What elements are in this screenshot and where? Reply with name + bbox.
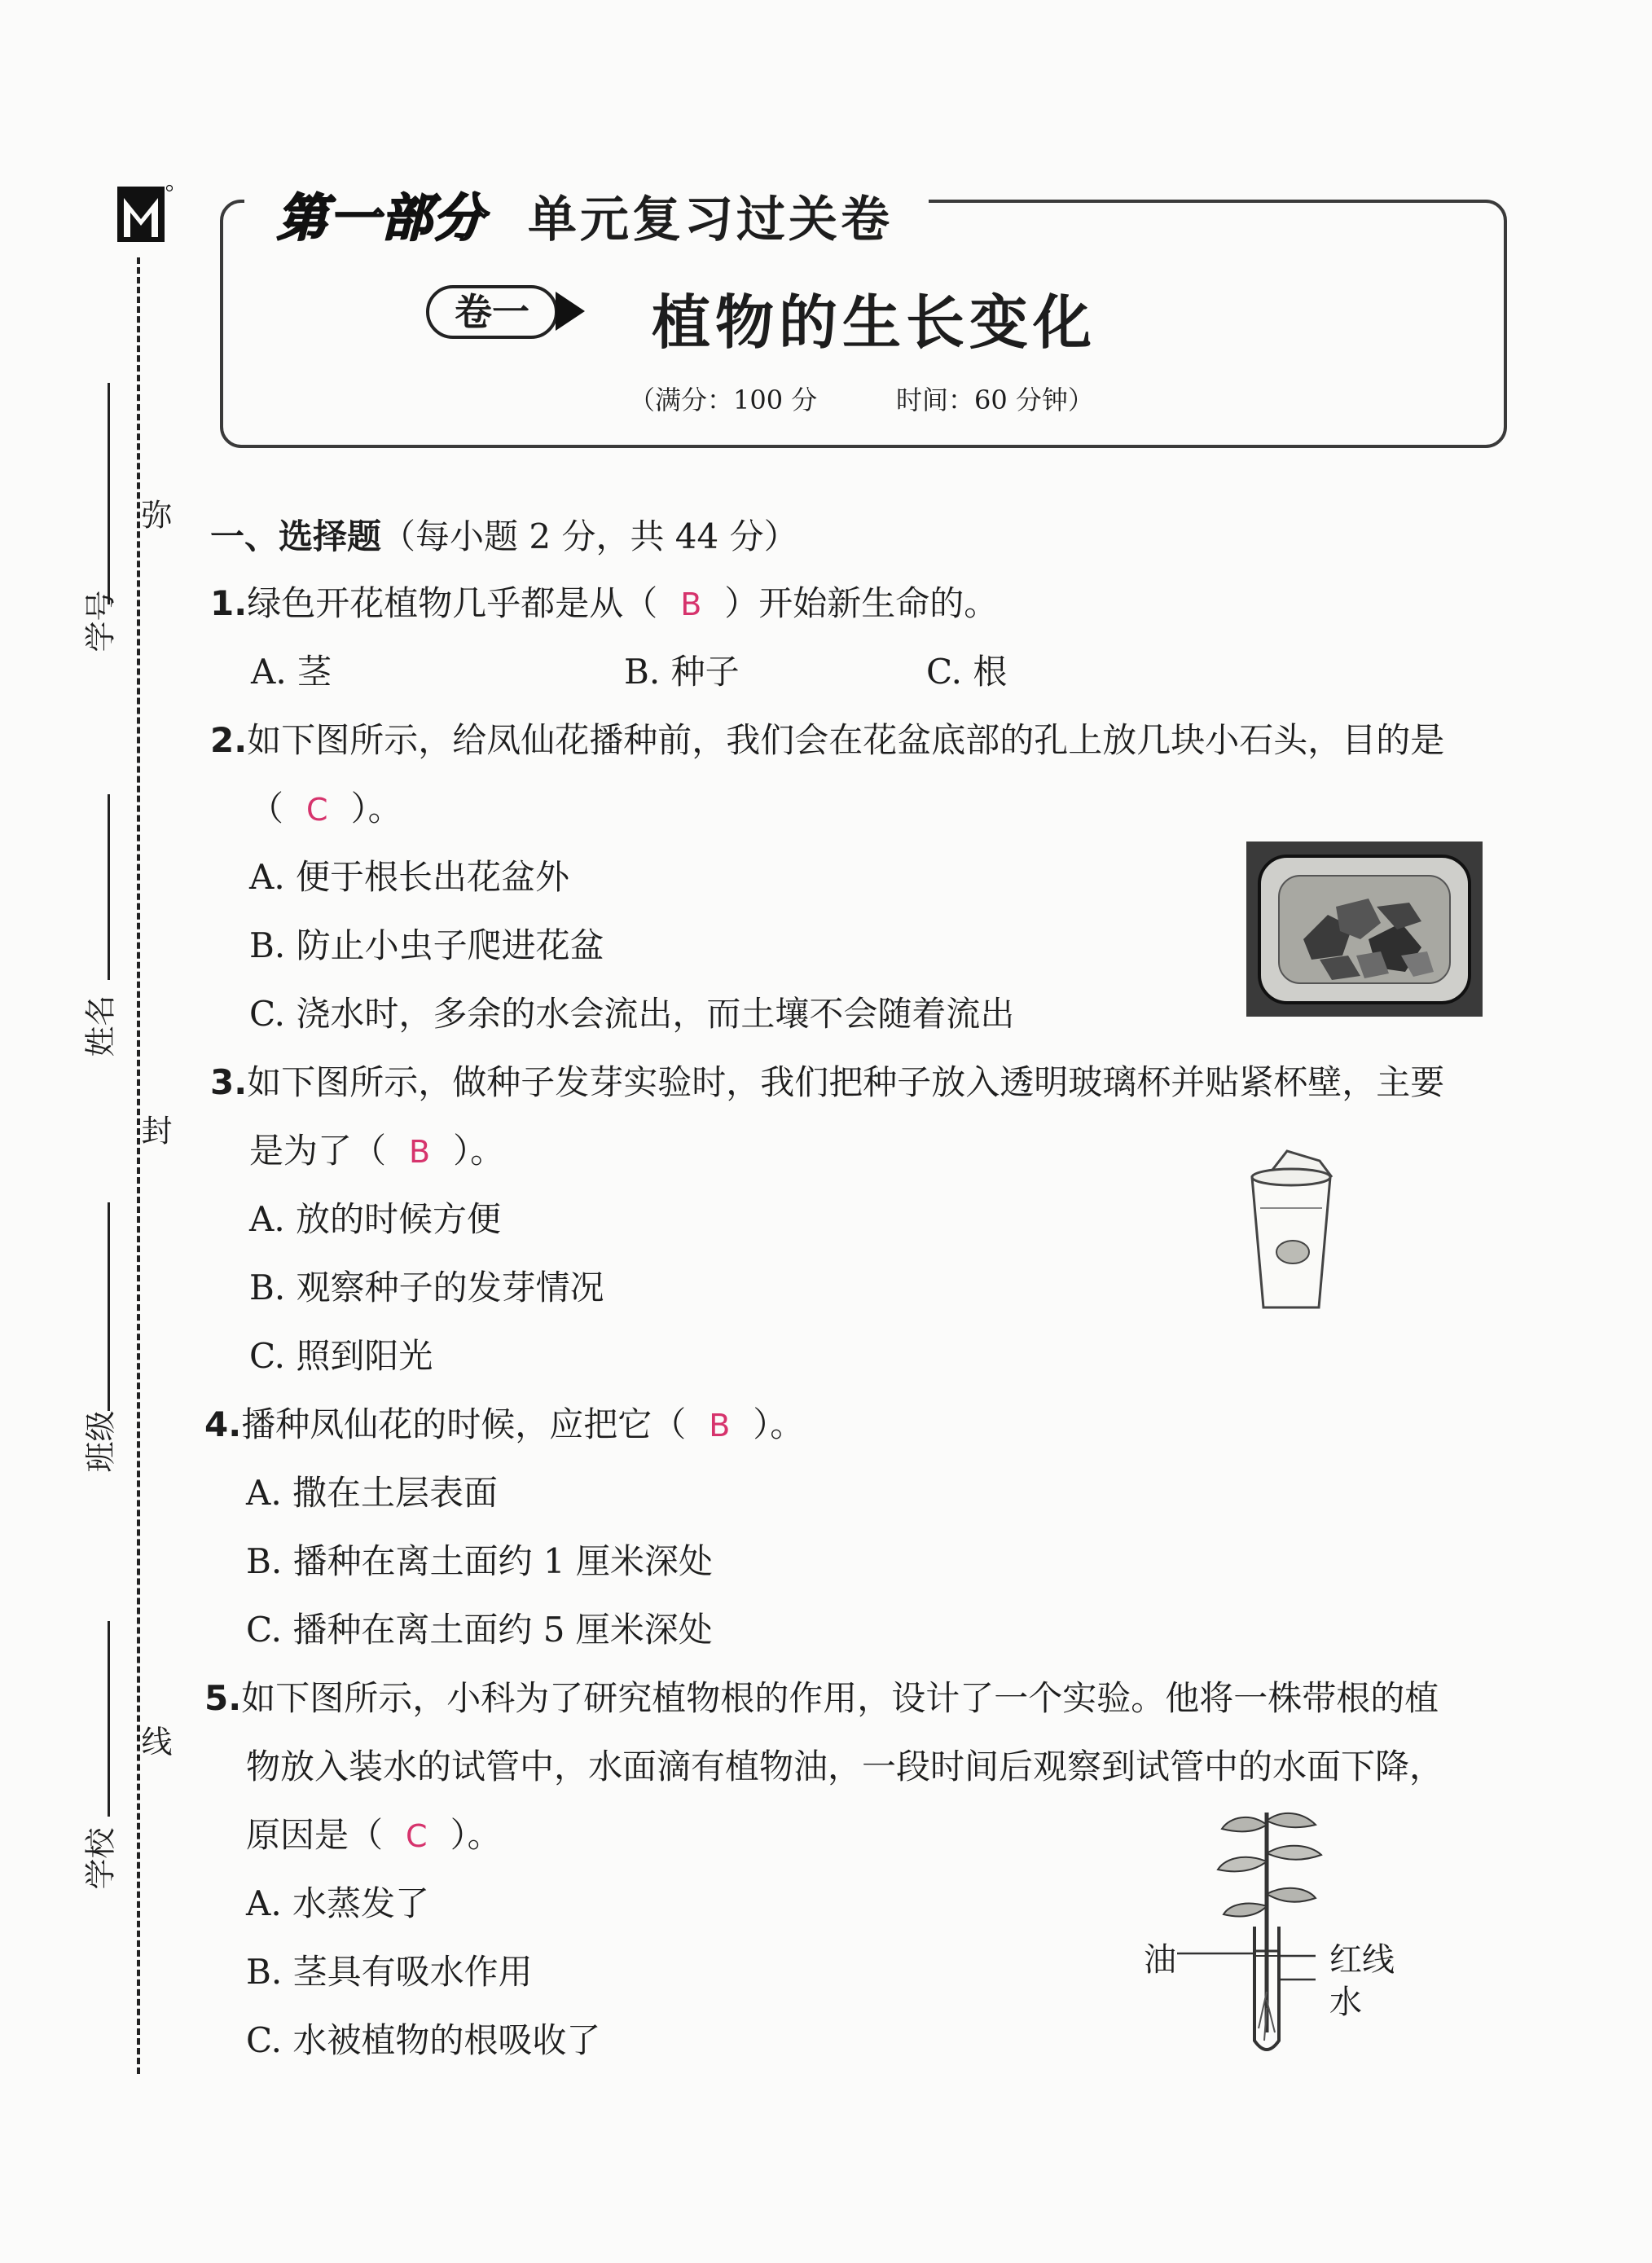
- plant-test-tube-diagram: [1140, 1804, 1426, 2061]
- question-2-option-c: C. 浇水时，多余的水会流出，而土壤不会随着流出: [249, 994, 1015, 1034]
- question-4-option-a: A. 撒在土层表面: [246, 1473, 499, 1513]
- question-1-option-b: B. 种子: [624, 652, 740, 692]
- part-label: 第一部分: [277, 188, 486, 248]
- question-5-stem-line-3: [246, 1808, 502, 1857]
- field-student-no: 学号: [82, 590, 119, 653]
- page-title: 植物的生长变化: [652, 288, 1097, 357]
- stem-text: ）。: [753, 1404, 805, 1444]
- question-1-option-c: C. 根: [926, 652, 1008, 692]
- field-school: 学校: [82, 1827, 119, 1890]
- exam-time: 时间：60 分钟）: [896, 384, 1094, 415]
- stem-text: ）。: [350, 789, 402, 828]
- question-1-stem: [210, 577, 998, 626]
- question-4-option-b: B. 播种在离土面约 1 厘米深处: [246, 1541, 713, 1581]
- stem-text: ）开始新生命的。: [724, 583, 999, 623]
- question-number: 5.: [204, 1678, 242, 1718]
- full-score: （满分：100 分: [629, 384, 818, 415]
- publisher-logo-icon: [114, 183, 173, 248]
- binding-cut-label-1: 弥: [136, 499, 172, 529]
- stem-text: 播种凤仙花的时候，应把它（: [241, 1404, 687, 1444]
- section-title: [210, 510, 798, 559]
- stem-text: 如下图所示，小科为了研究植物根的作用，设计了一个实验。他将一株带根的植: [241, 1678, 1439, 1718]
- seed-cup-image: [1242, 1145, 1340, 1316]
- question-5-stem-line-1: [204, 1672, 1439, 1720]
- question-2-option-a: A. 便于根长出花盆外: [249, 857, 570, 897]
- binding-cut-label-2: 封: [136, 1114, 172, 1145]
- answer-mark: B: [680, 587, 702, 622]
- question-4-option-c: C. 播种在离土面约 5 厘米深处: [246, 1610, 713, 1650]
- question-5-option-b: B. 茎具有吸水作用: [246, 1952, 533, 1992]
- name-blank[interactable]: [108, 794, 110, 980]
- stones-in-pot-image: [1246, 841, 1483, 1017]
- question-5-stem-line-2: 物放入装水的试管中，水面滴有植物油，一段时间后观察到试管中的水面下降，: [246, 1747, 1444, 1786]
- binding-dashed-line: [137, 257, 140, 2074]
- question-3-option-b: B. 观察种子的发芽情况: [249, 1268, 604, 1307]
- question-2-stem-line-1: [210, 714, 1444, 762]
- binding-cut-label-3: 线: [136, 1725, 172, 1756]
- question-2-stem-line-2: [249, 782, 402, 831]
- question-5-option-a: A. 水蒸发了: [246, 1883, 430, 1923]
- field-class: 班级: [82, 1410, 119, 1473]
- stem-text: 如下图所示，给凤仙花播种前，我们会在花盆底部的孔上放几块小石头，目的是: [247, 720, 1445, 760]
- stem-text: 绿色开花植物几乎都是从（: [247, 583, 658, 623]
- question-1-option-a: A. 茎: [251, 652, 332, 692]
- question-3-stem-line-1: [210, 1056, 1444, 1105]
- school-blank[interactable]: [108, 1621, 110, 1817]
- stem-text: ）。: [453, 1131, 505, 1171]
- question-5-option-c: C. 水被植物的根吸收了: [246, 2020, 601, 2060]
- student-no-blank[interactable]: [108, 383, 110, 604]
- label-oil: 油: [1144, 1941, 1176, 1979]
- answer-mark: C: [306, 792, 328, 828]
- question-3-option-c: C. 照到阳光: [249, 1336, 433, 1376]
- stem-text: 如下图所示，做种子发芽实验时，我们把种子放入透明玻璃杯并贴紧杯壁，主要: [247, 1062, 1445, 1102]
- question-3-option-a: A. 放的时候方便: [249, 1199, 502, 1239]
- stem-text: （: [249, 789, 284, 828]
- stem-text: ）。: [450, 1815, 502, 1855]
- answer-mark: B: [709, 1408, 731, 1443]
- stem-text: 原因是（: [246, 1815, 384, 1855]
- label-water: 水: [1329, 1984, 1362, 2021]
- answer-mark: C: [406, 1818, 428, 1854]
- stem-text: 是为了（: [249, 1131, 387, 1171]
- arrow-right-icon: [556, 292, 585, 331]
- question-number: 1.: [210, 583, 248, 623]
- volume-label: 卷一: [426, 285, 558, 339]
- question-number: 3.: [210, 1062, 248, 1102]
- question-number: 2.: [210, 720, 248, 760]
- label-red-line: 红线: [1329, 1941, 1395, 1979]
- section-heading: 一、选择题: [210, 516, 382, 556]
- field-name: 姓名: [82, 995, 119, 1057]
- question-3-stem-line-2: [249, 1124, 504, 1173]
- class-blank[interactable]: [108, 1202, 110, 1411]
- part-title: 单元复习过关卷: [528, 191, 893, 248]
- answer-mark: B: [409, 1134, 431, 1170]
- question-2-option-b: B. 防止小虫子爬进花盆: [249, 925, 604, 965]
- question-4-stem: [204, 1398, 804, 1447]
- section-note: （每小题 2 分，共 44 分）: [381, 516, 798, 556]
- question-number: 4.: [204, 1404, 242, 1444]
